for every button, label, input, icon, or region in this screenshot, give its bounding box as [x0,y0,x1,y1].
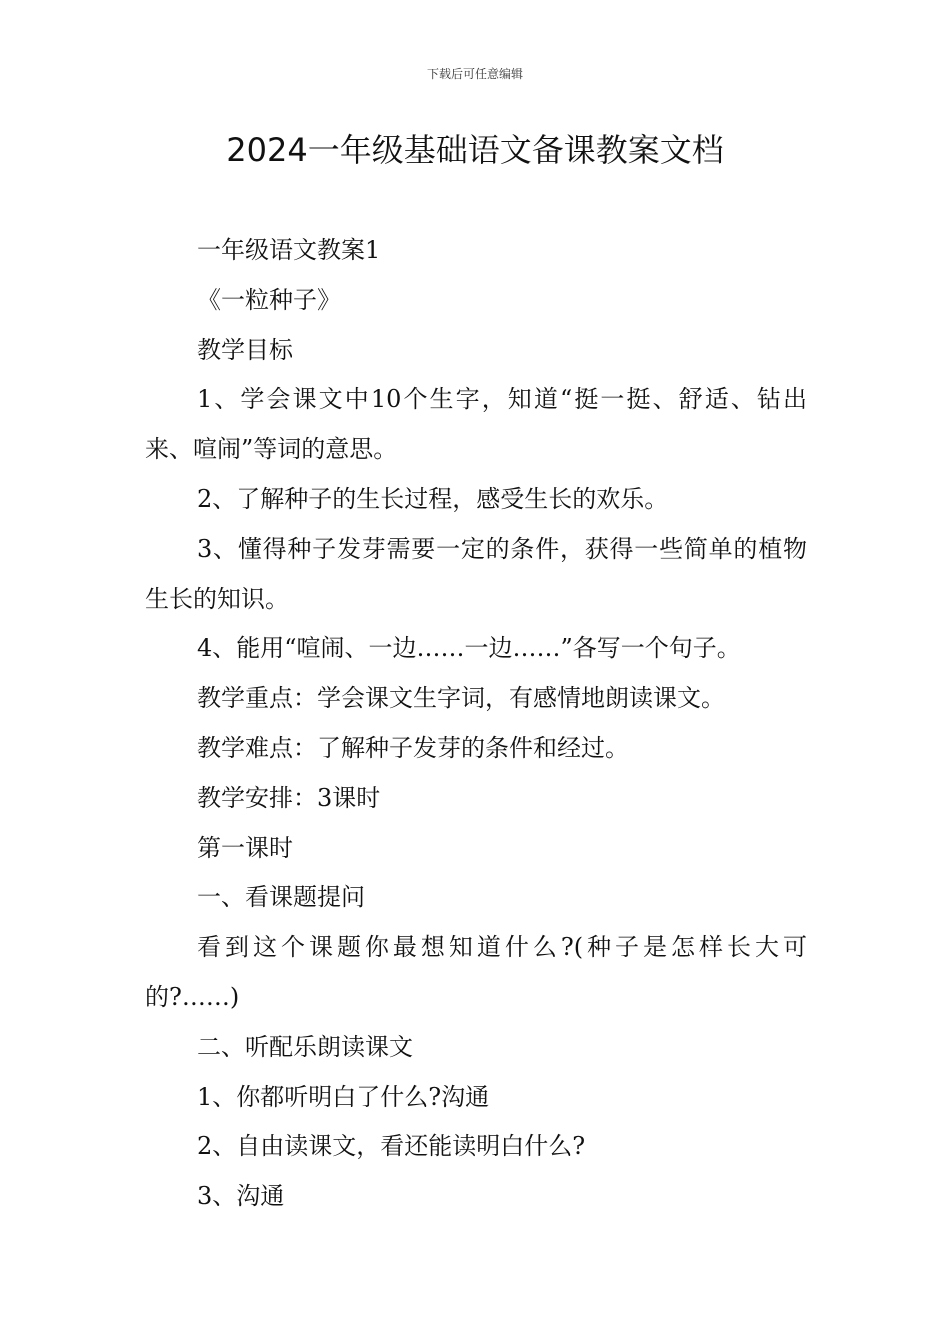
paragraph: 2、了解种子的生长过程，感受生长的欢乐。 [197,484,669,513]
paragraph: 1、你都听明白了什么?沟通 [197,1082,490,1111]
lesson-heading: 一年级语文教案1 [197,236,381,264]
section-heading-goals: 教学目标 [197,335,293,364]
paragraph-schedule: 教学安排：3课时 [197,783,381,812]
paragraph: 3、懂得种子发芽需要一定的条件，获得一些简单的植物生长的知识。 [145,534,807,613]
section-heading-first-lesson: 第一课时 [197,833,293,862]
paragraph-difficulties: 教学难点：了解种子发芽的条件和经过。 [197,733,629,762]
paragraph: 3、沟通 [197,1182,285,1211]
step-heading: 二、听配乐朗读课文 [197,1032,413,1061]
paragraph: 4、能用“喧闹、一边……一边……”各写一个句子。 [197,634,741,663]
document-title: 2024一年级基础语文备课教案文档 [226,131,724,169]
header-note: 下载后可任意编辑 [426,67,523,81]
step-heading: 一、看课题提问 [197,883,365,912]
document-body [145,226,807,1222]
paragraph: 看到这个课题你最想知道什么?(种子是怎样长大可的?……) [145,933,807,1011]
paragraph: 1、学会课文中10个生字，知道“挺一挺、舒适、钻出来、喧闹”等词的意思。 [145,385,807,464]
lesson-title: 《一粒种子》 [197,285,341,314]
paragraph-key-points: 教学重点：学会课文生字词，有感情地朗读课文。 [197,684,725,713]
paragraph: 2、自由读课文，看还能读明白什么? [197,1132,586,1161]
